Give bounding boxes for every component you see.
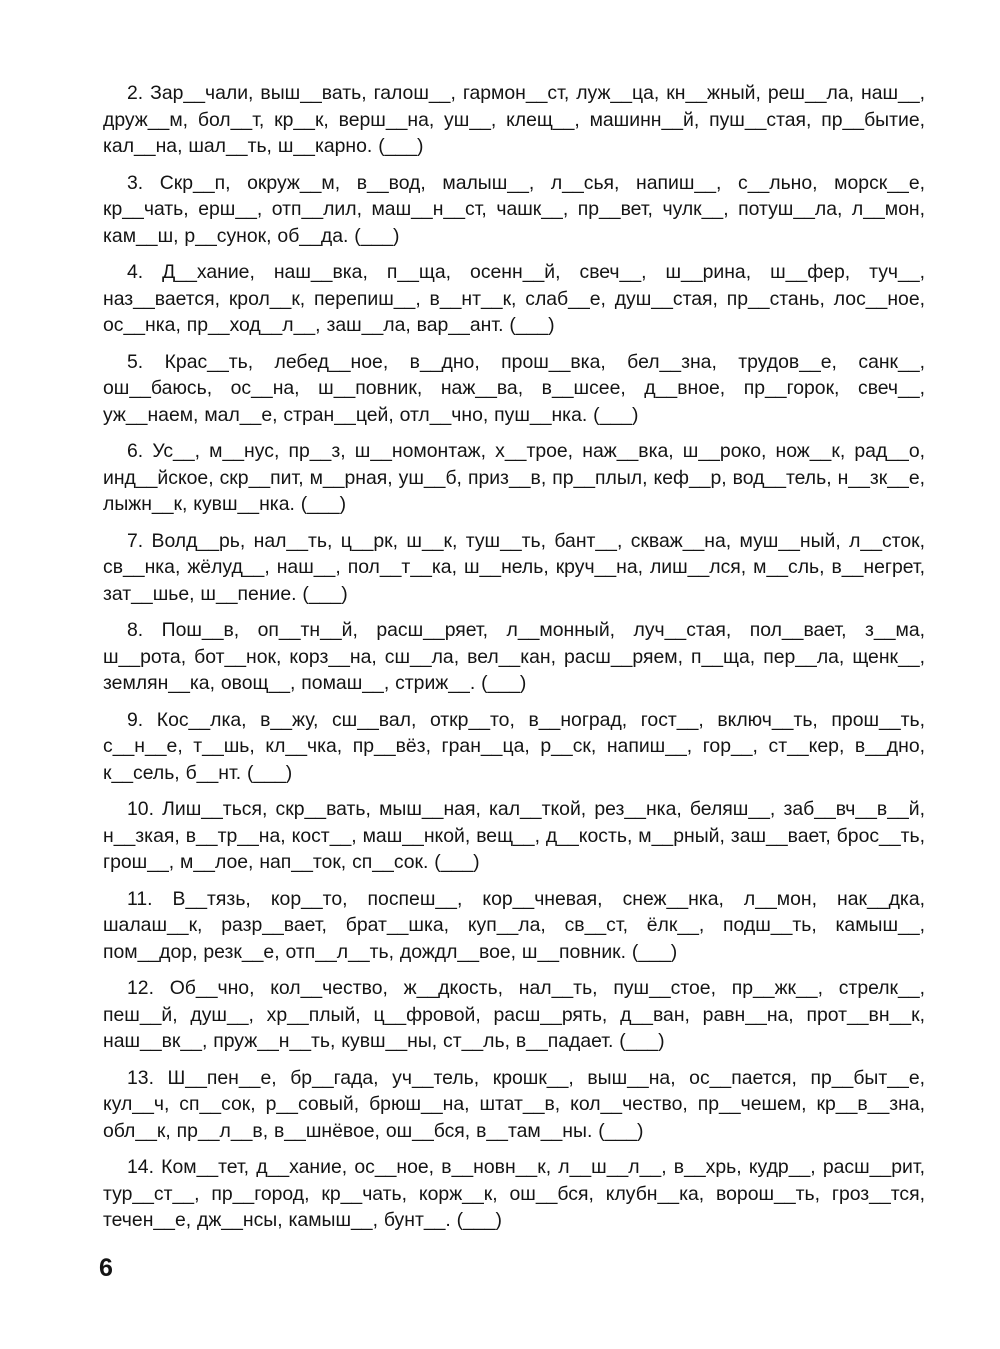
exercise-10: 10. Лиш__ться, скр__вать, мыш__ная, кал__ткой, рез__нка, беляш__, заб__вч__в__й, н__зкая, в__тр__на, кост__, маш__нкой, вещ__, д__кость, м__рный, заш__вает, брос__ть, грош__, м__лое, нап__ток, сп__сок. (___)	[103, 798, 925, 873]
exercise-11: 11. В__тязь, кор__то, поспеш__, кор__чневая, снеж__нка, л__мон, нак__дка, шалаш__к, разр__вает, брат__шка, куп__ла, св__ст, ёлк__, подш__ть, камыш__, пом__дор, резк__е, отп__л__ть, дождл__вое, ш__повник. (___)	[103, 887, 925, 963]
exercise-4: 4. Д__хание, наш__вка, п__ща, осенн__й, свеч__, ш__рина, ш__фер, туч__, наз__вается, крол__к, перепиш__, в__нт__к, слаб__е, душ__стая, пр__стань, лос__ное, ос__нка, пр__ход__л__, заш__ла, вар__ант. (___)	[103, 261, 925, 336]
exercise-14: 14. Ком__тет, д__хание, ос__ное, в__новн__к, л__ш__л__, в__хрь, кудр__, расш__рит, тур__ст__, пр__город, кр__чать, корж__к, ош__бся, клубн__ка, ворош__ть, гроз__тся, течен__е, дж__нсы, камыш__, бунт__. (___)	[103, 1156, 925, 1231]
exercise-12: 12. Об__чно, кол__чество, ж__дкость, нал__ть, пуш__стое, пр__жк__, стрелк__, пеш__й, душ__, хр__плый, ц__фровой, расш__рять, д__ван, равн__на, прот__вн__к, наш__вк__, пруж__н__ть, кувш__ны, ст__ль, в__падает. (___)	[103, 977, 925, 1052]
exercise-8: 8. Пош__в, оп__тн__й, расш__ряет, л__монный, луч__стая, пол__вает, з__ма, ш__рота, бот__нок, корз__на, сш__ла, вел__кан, расш__ряем, п__ща, пер__ла, щенк__, землян__ка, овощ__, помаш__, стриж__. (___)	[103, 619, 925, 694]
exercise-7: 7. Волд__рь, нал__ть, ц__рк, ш__к, туш__ть, бант__, скваж__на, муш__ный, л__сток, св__нка, жёлуд__, наш__, пол__т__ка, ш__нель, круч__на, лиш__лся, м__сль, в__негрет, зат__шье, ш__пение. (___)	[103, 529, 925, 605]
page-number: 6	[99, 1254, 113, 1282]
exercise-9: 9. Кос__лка, в__жу, сш__вал, откр__то, в__ноград, гост__, включ__ть, прош__ть, с__н__е, т__шь, кл__чка, пр__вёз, гран__ца, р__ск, напиш__, гор__, ст__кер, в__дно, к__сель, б__нт. (___)	[103, 708, 925, 784]
exercise-list	[103, 80, 925, 1244]
exercise-5: 5. Крас__ть, лебед__ное, в__дно, прош__вка, бел__зна, трудов__е, санк__, ош__баюсь, ос__на, ш__повник, наж__ва, в__шсее, д__вное, пр__горок, свеч__, уж__наем, мал__е, стран__цей, отл__чно, пуш__нка. (___)	[103, 350, 925, 426]
exercise-6: 6. Ус__, м__нус, пр__з, ш__номонтаж, х__трое, наж__вка, ш__роко, нож__к, рад__о, инд__йское, скр__пит, м__рная, уш__б, приз__в, пр__плыл, кеф__р, вод__тель, н__зк__е, лыжн__к, кувш__нка. (___)	[103, 440, 925, 515]
exercise-13: 13. Ш__пен__е, бр__гада, уч__тель, крошк__, выш__на, ос__пается, пр__быт__е, кул__ч, сп__сок, р__совый, брюш__на, штат__в, кол__чество, пр__чешем, кр__в__зна, обл__к, пр__л__в, в__шнёвое, ош__бся, в__там__ны. (___)	[103, 1066, 925, 1142]
exercise-2: 2. Зар__чали, выш__вать, галош__, гармон__ст, луж__ца, кн__жный, реш__ла, наш__, друж__м, бол__т, кр__к, верш__на, уш__, клещ__, машинн__й, пуш__стая, пр__бытие, кал__на, шал__ть, ш__карно. (___)	[103, 82, 925, 157]
exercise-3: 3. Скр__п, окруж__м, в__вод, малыш__, л__сья, напиш__, с__льно, морск__е, кр__чать, ерш__, отп__лил, маш__н__ст, чашк__, пр__вет, чулк__, потуш__ла, л__мон, кам__ш, р__сунок, об__да. (___)	[103, 171, 925, 247]
